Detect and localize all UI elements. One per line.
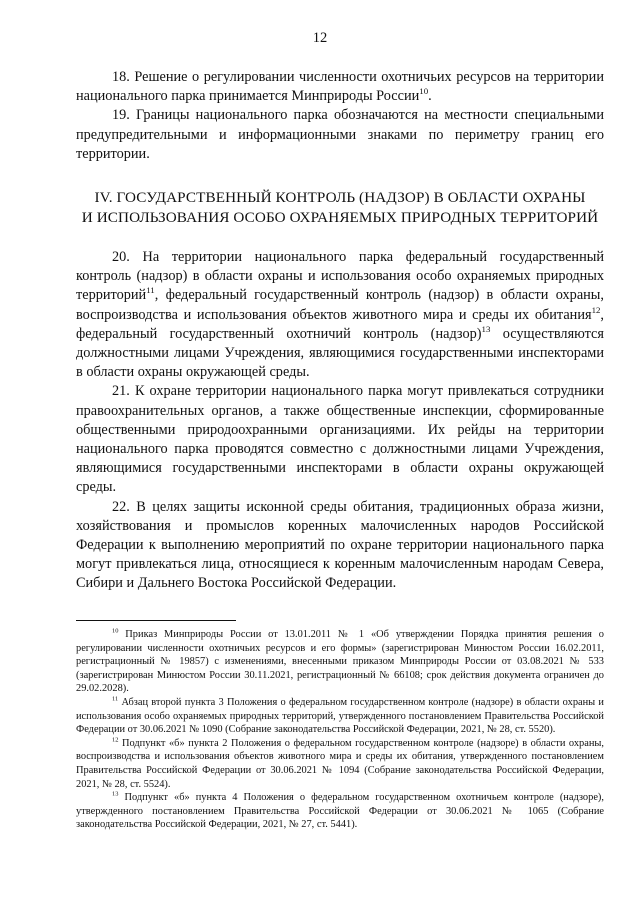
section-heading-line-1: IV. ГОСУДАРСТВЕННЫЙ КОНТРОЛЬ (НАДЗОР) В ОБЛАСТИ ОХРАНЫ: [94, 189, 586, 207]
paragraph-18-tail: .: [428, 88, 432, 105]
footnote-mark-11: 11: [112, 695, 119, 703]
footnote-12: [76, 737, 604, 791]
page-number: 12: [312, 30, 328, 46]
footnote-11-text: Абзац второй пункта 3 Положения о федеральном государственном контроле (надзоре) в области охраны и использования особо охраняемых природных территорий, утвержденного постановлением Правительства Российской Федерации от 30.06.2021 № 1090 (Собрание законодательства Российской Федерации, 2021, № 28, ст. 5520).: [76, 696, 604, 736]
footnote-10-text: Приказ Минприроды России от 13.01.2011 № 1 «Об утверждении Порядка принятия решения о регулировании численности охотничьих ресурсов и его формы» (зарегистрирован Минюстом России 16.02.2011, регистрационный № 19857) с изменениями, внесенными приказом Минприроды России от 03.08.2021 № 533 (зарегистрирован Минюстом России 30.11.2021, регистрационный № 66108; срок действия документа ограничен до 29.02.2028).: [76, 629, 604, 695]
paragraph-18-text: 18. Решение о регулировании численности охотничьих ресурсов на территории национального парка принимается Минприроды России: [76, 69, 604, 105]
footnote-10: [76, 628, 604, 696]
footnote-ref-12[interactable]: 12: [591, 304, 601, 315]
footnote-ref-11[interactable]: 11: [146, 285, 155, 296]
paragraph-20-part-3: , федеральный государственный охотничий контроль (надзор): [76, 306, 604, 342]
section-heading-line-2: И ИСПОЛЬЗОВАНИЯ ОСОБО ОХРАНЯЕМЫХ ПРИРОДНЫХ ТЕРРИТОРИЙ: [81, 209, 599, 227]
footnote-13: [76, 791, 604, 832]
footnote-13-text: Подпункт «б» пункта 4 Положения о федеральном государственном охотничьем контроле (надзоре), утвержденного постановлением Правительства Российской Федерации от 30.06.2021 № 1065 (Собрание законодательства Российской Федерации, 2021, № 27, ст. 5441).: [76, 792, 604, 831]
footnote-ref-13[interactable]: 13: [481, 324, 491, 335]
paragraph-20-part-1: 20. На территории национального парка федеральный государственный контроль (надзор) в области охраны и использования особо охраняемых природных территорий: [76, 249, 604, 304]
paragraph-20-part-2: , федеральный государственный контроль (надзор) в области охраны, воспроизводства и использования объектов животного мира и среды их обитания: [76, 287, 604, 323]
main-text: [76, 68, 604, 594]
footnote-ref-10[interactable]: 10: [419, 86, 429, 97]
footnote-12-text: Подпункт «б» пункта 2 Положения о федеральном государственном контроле (надзоре) в области охраны, воспроизводства и использования объектов животного мира и среды их обитания, утвержденного постановлением Правительства Российской Федерации от 30.06.2021 № 1094 (Собрание законодательства Российской Федерации, 2021, № 28, ст. 5524).: [76, 737, 604, 790]
paragraph-19-text: 19. Границы национального парка обозначаются на местности специальными предупредительными и информационными знаками по периметру границ его территории.: [76, 107, 604, 162]
footnote-mark-12: 12: [112, 736, 119, 744]
paragraph-18: [76, 68, 604, 106]
footnote-separator: [76, 620, 236, 621]
paragraph-19: [76, 106, 604, 164]
paragraph-22: 22. В целях защиты исконной среды обитания, традиционных образа жизни, хозяйствования и промыслов коренных малочисленных народов Российской Федерации к выполнению мероприятий по охране территории национального парка могут привлекаться лица, относящиеся к коренным малочисленным народам Севера, Сибири и Дальнего Востока Российской Федерации.: [76, 498, 604, 592]
footnotes: [76, 628, 604, 832]
footnote-mark-10: 10: [112, 627, 119, 635]
section-heading: [76, 188, 604, 228]
footnote-11: [76, 696, 604, 737]
paragraph-21: 21. К охране территории национального парка могут привлекаться сотрудники правоохранительных органов, а также общественные инспекции, сформированные общественными природоохранными организациями. Их рейды на территории национального парка проводятся совместно с должностными лицами Учреждения, являющимися государственными инспекторами в области охраны окружающей среды.: [76, 383, 604, 496]
paragraph-20-part-4: осуществляются должностными лицами Учреждения, являющимися государственными инспекторами в области охраны окружающей среды.: [76, 325, 604, 381]
footnote-mark-13: 13: [112, 790, 119, 798]
paragraph-20: [76, 248, 604, 382]
